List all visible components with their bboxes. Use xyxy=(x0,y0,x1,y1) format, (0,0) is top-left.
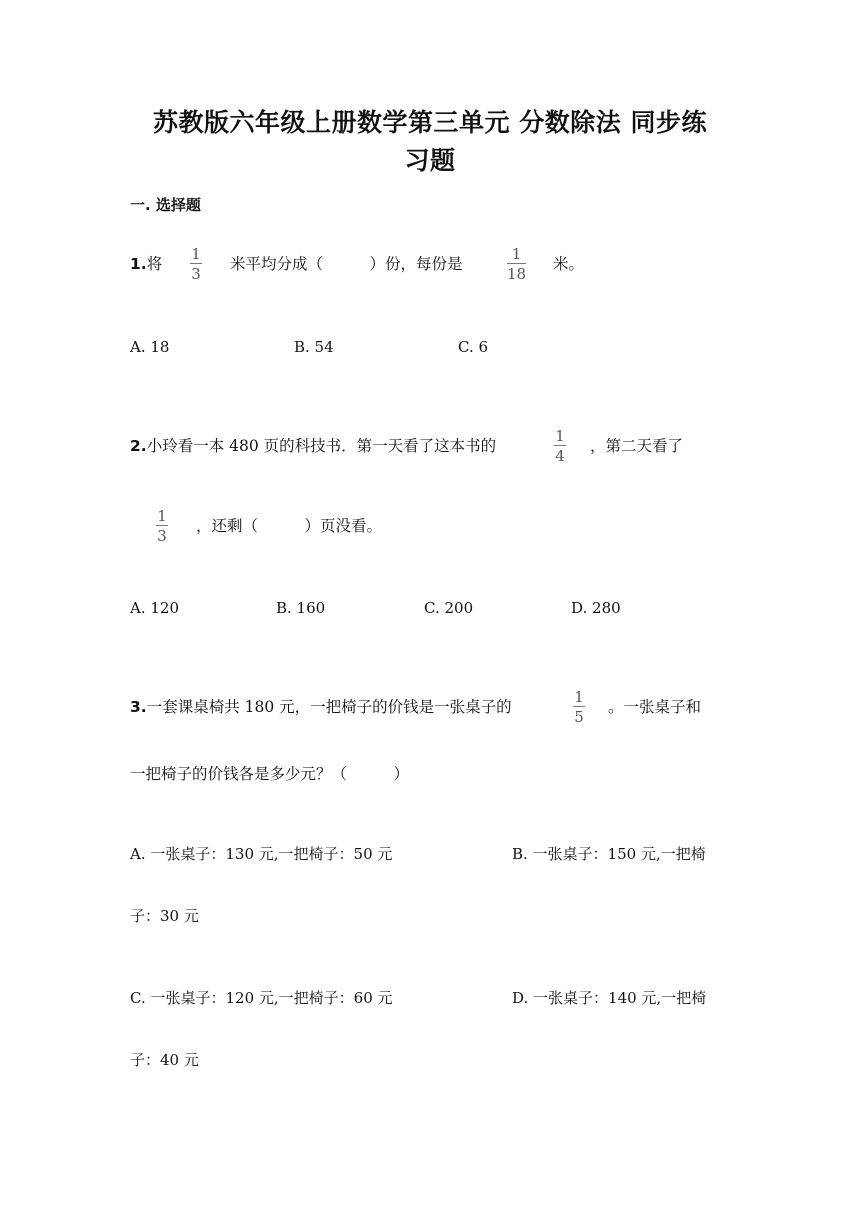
fraction-one-fifth xyxy=(573,689,585,725)
fraction-denominator: 4 xyxy=(555,447,565,465)
fraction-one-third xyxy=(190,246,202,282)
fraction-denominator: 3 xyxy=(157,527,167,545)
question-1-text-start xyxy=(130,252,162,274)
option-d[interactable]: D. 一张桌子：140 元,一把椅 xyxy=(512,989,707,1007)
fraction-numerator: 1 xyxy=(191,245,201,263)
fraction-numerator: 1 xyxy=(555,427,565,445)
fraction-one-eighteenth xyxy=(507,246,526,282)
option-a[interactable]: A. 18 xyxy=(130,338,170,356)
question-3-text-start xyxy=(130,695,512,717)
section-heading: 一. 选择题 xyxy=(130,196,201,214)
question-2-text-start xyxy=(130,434,496,456)
fraction-numerator: 1 xyxy=(157,507,167,525)
question-text: 一套课桌椅共 180 元，一把椅子的价钱是一张桌子的 xyxy=(146,698,512,716)
question-text: 米平均分成（ ）份，每份是 xyxy=(230,255,463,273)
option-b[interactable]: B. 160 xyxy=(276,599,326,617)
option-d[interactable]: D. 280 xyxy=(571,599,621,617)
fraction-bar xyxy=(156,525,168,526)
question-text: 小玲看一本 480 页的科技书．第一天看了这本书的 xyxy=(146,437,497,455)
fraction-one-third xyxy=(156,508,168,544)
fraction-denominator: 18 xyxy=(507,265,527,283)
question-text: ，第二天看了 xyxy=(590,437,684,455)
fraction-denominator: 5 xyxy=(574,708,584,726)
question-text: 一把椅子的价钱各是多少元？（ ） xyxy=(130,765,410,783)
fraction-bar xyxy=(190,263,202,264)
fraction-bar xyxy=(573,706,585,707)
option-c[interactable]: C. 一张桌子：120 元,一把椅子：60 元 xyxy=(130,989,393,1007)
question-number: 3. xyxy=(130,698,147,716)
question-number: 1. xyxy=(130,255,147,273)
fraction-numerator: 1 xyxy=(511,245,522,263)
option-b[interactable]: B. 一张桌子：150 元,一把椅 xyxy=(512,845,706,863)
question-number: 2. xyxy=(130,437,147,455)
option-a[interactable]: A. 一张桌子：130 元,一把椅子：50 元 xyxy=(130,845,393,863)
question-text: ，还剩（ ）页没看。 xyxy=(196,517,383,535)
fraction-one-fourth xyxy=(554,428,566,464)
question-text: 米。 xyxy=(553,255,585,273)
option-c[interactable]: C. 6 xyxy=(458,338,489,356)
fraction-bar xyxy=(507,263,526,264)
fraction-denominator: 3 xyxy=(191,265,201,283)
option-b[interactable]: B. 54 xyxy=(294,338,334,356)
option-b-continued[interactable]: 子：30 元 xyxy=(130,907,199,925)
option-a[interactable]: A. 120 xyxy=(130,599,179,617)
page-title-line-2: 习题 xyxy=(404,146,456,175)
question-text: 。一张桌子和 xyxy=(608,698,702,716)
page-title-line-1: 苏教版六年级上册数学第三单元 分数除法 同步练 xyxy=(153,108,707,137)
question-text: 将 xyxy=(146,255,163,273)
fraction-bar xyxy=(554,445,566,446)
fraction-numerator: 1 xyxy=(574,688,584,706)
option-d-continued[interactable]: 子：40 元 xyxy=(130,1051,199,1069)
option-c[interactable]: C. 200 xyxy=(424,599,474,617)
